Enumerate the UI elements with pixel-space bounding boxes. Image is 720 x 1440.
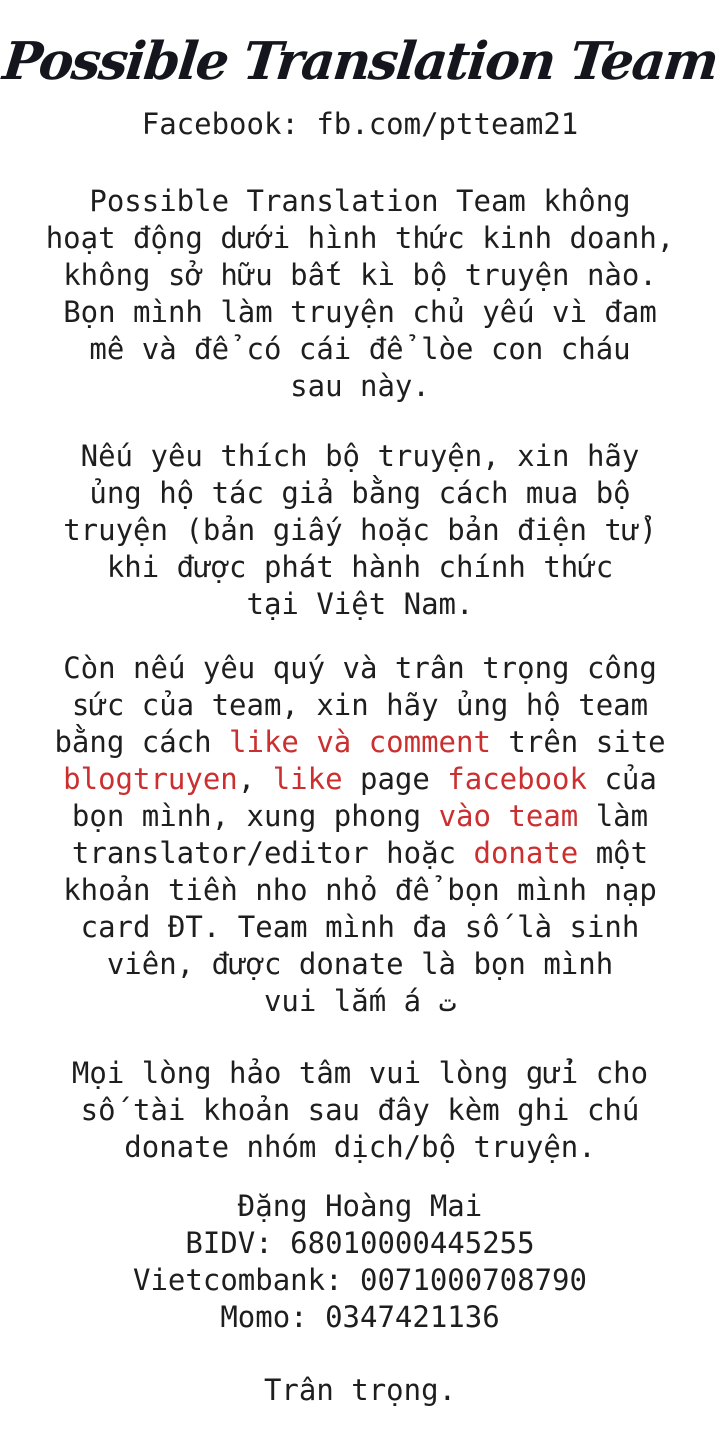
text-segment: translator/editor hoặc bbox=[71, 836, 474, 870]
highlighted-word: blogtruyen bbox=[63, 762, 238, 796]
text-line bbox=[0, 835, 720, 872]
text-segment: , bbox=[237, 762, 273, 796]
text-segment: sức của team, xin hãy ủng hộ team bbox=[71, 688, 649, 722]
text-segment: Possible Translation Team không bbox=[89, 184, 631, 218]
text-segment: Còn nếu yêu quý và trân trọng công bbox=[63, 651, 657, 685]
text-segment: bằng cách bbox=[54, 725, 230, 759]
text-line bbox=[0, 512, 720, 549]
highlighted-word: like bbox=[272, 762, 343, 796]
paragraphs-container bbox=[0, 183, 720, 1166]
text-segment: sau này. bbox=[290, 369, 430, 403]
text-segment: vui lắm á ت bbox=[263, 984, 457, 1018]
paragraph bbox=[0, 650, 720, 1020]
bank-line: Đặng Hoàng Mai bbox=[237, 1189, 483, 1223]
text-line bbox=[0, 761, 720, 798]
team-title: Possible Translation Team bbox=[0, 31, 720, 92]
text-segment: Bọn mình làm truyện chủ yếu vì đam bbox=[63, 295, 657, 329]
text-line bbox=[0, 257, 720, 294]
text-line bbox=[0, 183, 720, 220]
highlighted-word: like và comment bbox=[229, 725, 491, 759]
text-segment: làm bbox=[578, 799, 649, 833]
text-segment: mê và để có cái để lòe con cháu bbox=[89, 332, 631, 366]
highlighted-word: donate bbox=[473, 836, 579, 870]
text-segment: viên, được donate là bọn mình bbox=[106, 947, 614, 981]
text-segment: Mọi lòng hảo tâm vui lòng gửi cho bbox=[71, 1056, 649, 1090]
text-segment: ủng hộ tác giả bằng cách mua bộ bbox=[89, 476, 631, 510]
text-line bbox=[0, 438, 720, 475]
paragraph bbox=[0, 183, 720, 405]
bank-info bbox=[0, 1188, 720, 1336]
text-line bbox=[0, 294, 720, 331]
text-segment: page bbox=[342, 762, 448, 796]
bank-line: Vietcombank: 0071000708790 bbox=[133, 1263, 587, 1297]
text-segment: bọn mình, xung phong bbox=[71, 799, 439, 833]
text-line bbox=[0, 798, 720, 835]
text-line bbox=[0, 650, 720, 687]
text-line bbox=[0, 220, 720, 257]
text-segment: khi được phát hành chính thức bbox=[106, 550, 614, 584]
bank-line: BIDV: 68010000445255 bbox=[185, 1226, 535, 1260]
text-line bbox=[0, 724, 720, 761]
closing-text: Trân trọng. bbox=[263, 1373, 457, 1407]
text-segment: Nếu yêu thích bộ truyện, xin hãy bbox=[80, 439, 640, 473]
text-line bbox=[0, 1055, 720, 1092]
text-line bbox=[0, 946, 720, 983]
text-segment: trên site bbox=[490, 725, 666, 759]
highlighted-word: vào team bbox=[438, 799, 579, 833]
text-segment: một bbox=[578, 836, 649, 870]
facebook-line: Facebook: fb.com/ptteam21 bbox=[141, 107, 579, 141]
text-segment: tại Việt Nam. bbox=[246, 587, 474, 621]
text-line bbox=[0, 1129, 720, 1166]
text-line bbox=[0, 1092, 720, 1129]
text-line bbox=[0, 586, 720, 623]
text-segment: card ĐT. Team mình đa số là sinh bbox=[80, 910, 640, 944]
paragraph bbox=[0, 1055, 720, 1166]
text-line bbox=[0, 331, 720, 368]
text-segment: số tài khoản sau đây kèm ghi chú bbox=[80, 1093, 640, 1127]
text-segment: khoản tiền nho nhỏ để bọn mình nạp bbox=[63, 873, 657, 907]
text-line bbox=[0, 909, 720, 946]
text-line bbox=[0, 368, 720, 405]
text-line bbox=[0, 872, 720, 909]
text-line bbox=[0, 687, 720, 724]
text-segment: donate nhóm dịch/bộ truyện. bbox=[124, 1130, 596, 1164]
highlighted-word: facebook bbox=[447, 762, 587, 796]
text-line bbox=[0, 983, 720, 1020]
text-segment: không sở hữu bất kì bộ truyện nào. bbox=[63, 258, 657, 292]
bank-line: Momo: 0347421136 bbox=[220, 1300, 500, 1334]
text-line bbox=[0, 475, 720, 512]
text-segment: của bbox=[586, 762, 657, 796]
text-segment: hoạt động dưới hình thức kinh doanh, bbox=[45, 221, 675, 255]
paragraph bbox=[0, 438, 720, 623]
text-line bbox=[0, 549, 720, 586]
text-segment: truyện (bản giấy hoặc bản điện tử) bbox=[63, 513, 657, 547]
